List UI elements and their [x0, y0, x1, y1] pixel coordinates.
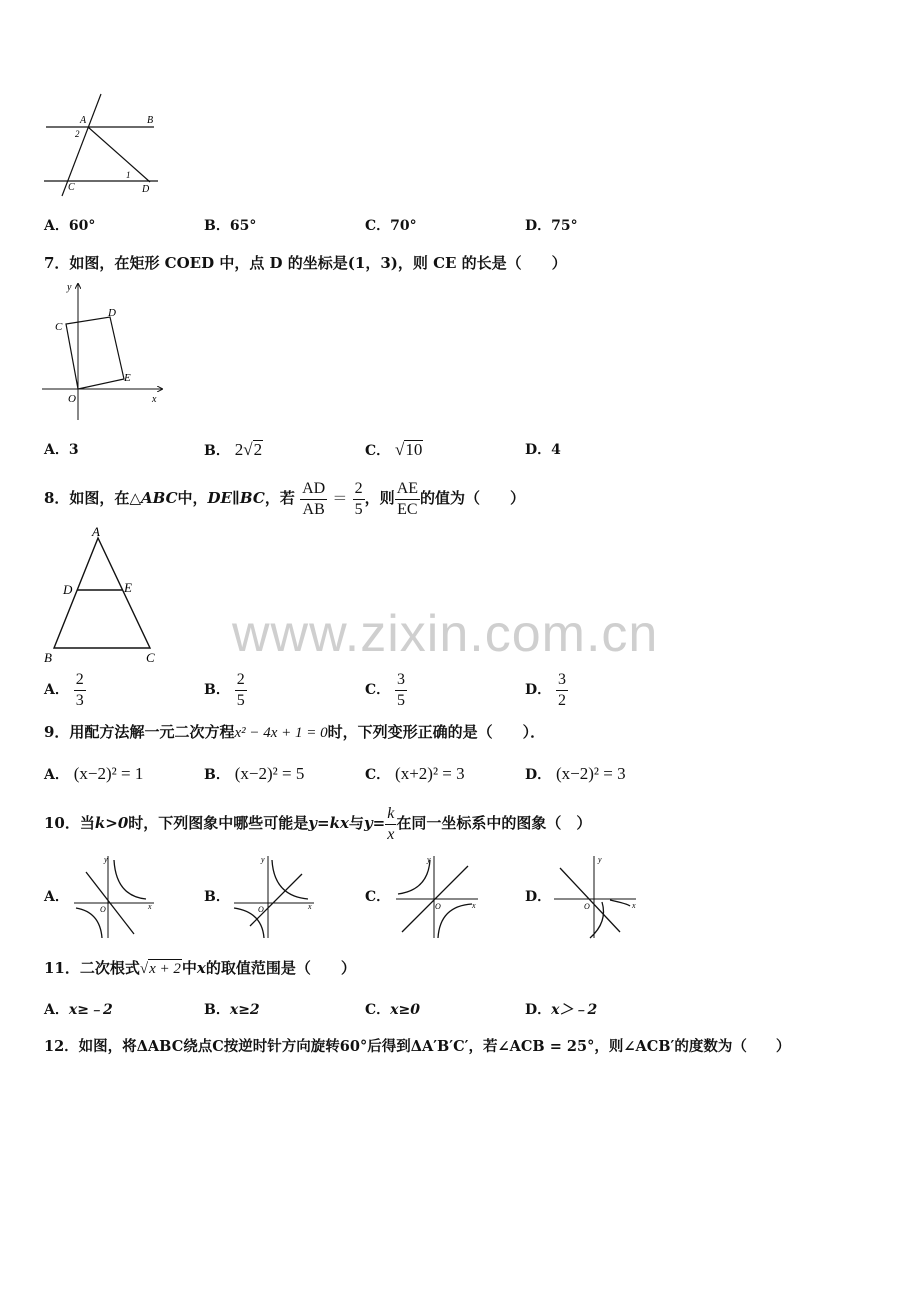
q8-option-c[interactable]: C． $\frac{3}{5}$ [365, 670, 406, 709]
q6-option-b[interactable]: B．65° [204, 218, 257, 234]
q8-option-d[interactable]: D． $\frac{3}{2}$ [525, 670, 567, 709]
svg-text:y: y [427, 855, 431, 864]
svg-text:y: y [261, 855, 265, 864]
q7-label-o: O [68, 393, 76, 405]
q10-option-a[interactable]: A． [44, 889, 69, 905]
q6-label-b: B [147, 115, 154, 126]
svg-text:x: x [148, 902, 152, 911]
q8-stem: 8．如图，在△ABC中，DE∥BC，若 $\frac{AD}{AB}$ ＝ $\frac{2}{5}$ ，则 $\frac{AE}{EC}$ 的值为（ ） [44, 479, 526, 518]
q10-graph-b[interactable] [228, 852, 318, 942]
q6-option-d[interactable]: D．75° [525, 218, 578, 234]
q10-stem: 10．当k>0时，下列图象中哪些可能是y=kx与y= $\frac{k}{x}$ 在同一坐标系中的图象（ ） [44, 804, 592, 843]
q7-label-c: C [55, 321, 63, 333]
q9-option-b[interactable]: B． (x−2)² = 5 [204, 764, 305, 783]
q6-label-a: A [80, 115, 87, 126]
q11-option-c[interactable]: C．x≥0 [365, 1002, 420, 1018]
svg-text:O: O [584, 902, 590, 911]
watermark: www.zixin.com.cn [232, 605, 659, 663]
q7-option-b[interactable]: B． 2√2 [204, 440, 263, 459]
q8-option-a[interactable]: A． $\frac{2}{3}$ [44, 670, 84, 709]
q9-option-a[interactable]: A． (x−2)² = 1 [44, 764, 144, 783]
q10-graph-d[interactable] [550, 852, 642, 942]
q6-option-c[interactable]: C．70° [365, 218, 417, 234]
q11-option-a[interactable]: A．x≥﹣2 [44, 1002, 113, 1018]
q8-label-d: D [63, 582, 73, 597]
q10-option-d[interactable]: D． [525, 889, 552, 905]
svg-text:x: x [308, 902, 312, 911]
svg-text:x: x [472, 901, 476, 910]
q9-option-d[interactable]: D． (x−2)² = 3 [525, 764, 626, 783]
q7-option-a[interactable]: A．3 [44, 442, 79, 458]
svg-text:O: O [258, 905, 264, 914]
q6-label-c: C [68, 182, 75, 193]
q9-stem: 9．用配方法解一元二次方程x² − 4x + 1 = 0时，下列变形正确的是（ ）． [44, 723, 546, 741]
q6-angle-2: 2 [75, 129, 80, 139]
q7-option-c[interactable]: C． √10 [365, 440, 423, 459]
q10-graph-a[interactable] [68, 852, 158, 942]
q8-figure [40, 524, 170, 664]
svg-text:y: y [104, 855, 108, 864]
q9-option-c[interactable]: C． (x+2)² = 3 [365, 764, 465, 783]
svg-text:x: x [632, 901, 636, 910]
q7-axis-x: x [152, 394, 157, 405]
q7-figure [40, 278, 170, 423]
q6-angle-1: 1 [126, 170, 131, 180]
q7-label-e: E [124, 372, 131, 384]
q7-stem: 7．如图，在矩形 COED 中，点 D 的坐标是(1，3)，则 CE 的长是（ ） [44, 254, 567, 272]
q8-label-b: B [44, 650, 52, 664]
q10-graph-c[interactable] [390, 852, 482, 942]
q10-option-c[interactable]: C． [365, 889, 391, 905]
q7-axis-y: y [67, 282, 72, 293]
q8-label-e: E [124, 580, 132, 595]
q6-label-d: D [142, 184, 150, 195]
q11-option-b[interactable]: B．x≥2 [204, 1002, 260, 1018]
q8-option-b[interactable]: B． $\frac{2}{5}$ [204, 670, 245, 709]
q12-stem: 12．如图，将ΔABC绕点C按逆时针方向旋转60°后得到ΔA′B′C′，若∠ACB = 25°，则∠ACB′的度数为（ ） [44, 1038, 791, 1055]
q6-figure [40, 92, 165, 200]
q7-option-d[interactable]: D．4 [525, 442, 561, 458]
q11-option-d[interactable]: D．x＞﹣2 [525, 1002, 598, 1018]
svg-text:O: O [100, 905, 106, 914]
q10-option-b[interactable]: B． [204, 889, 230, 905]
svg-text:y: y [598, 855, 602, 864]
q7-label-d: D [108, 307, 116, 319]
q8-label-c: C [146, 650, 155, 664]
q8-label-a: A [92, 524, 100, 539]
q11-stem: 11．二次根式√x + 2中x的取值范围是（ ） [44, 959, 356, 977]
q6-option-a[interactable]: A．60° [44, 218, 96, 234]
svg-text:O: O [435, 902, 441, 911]
